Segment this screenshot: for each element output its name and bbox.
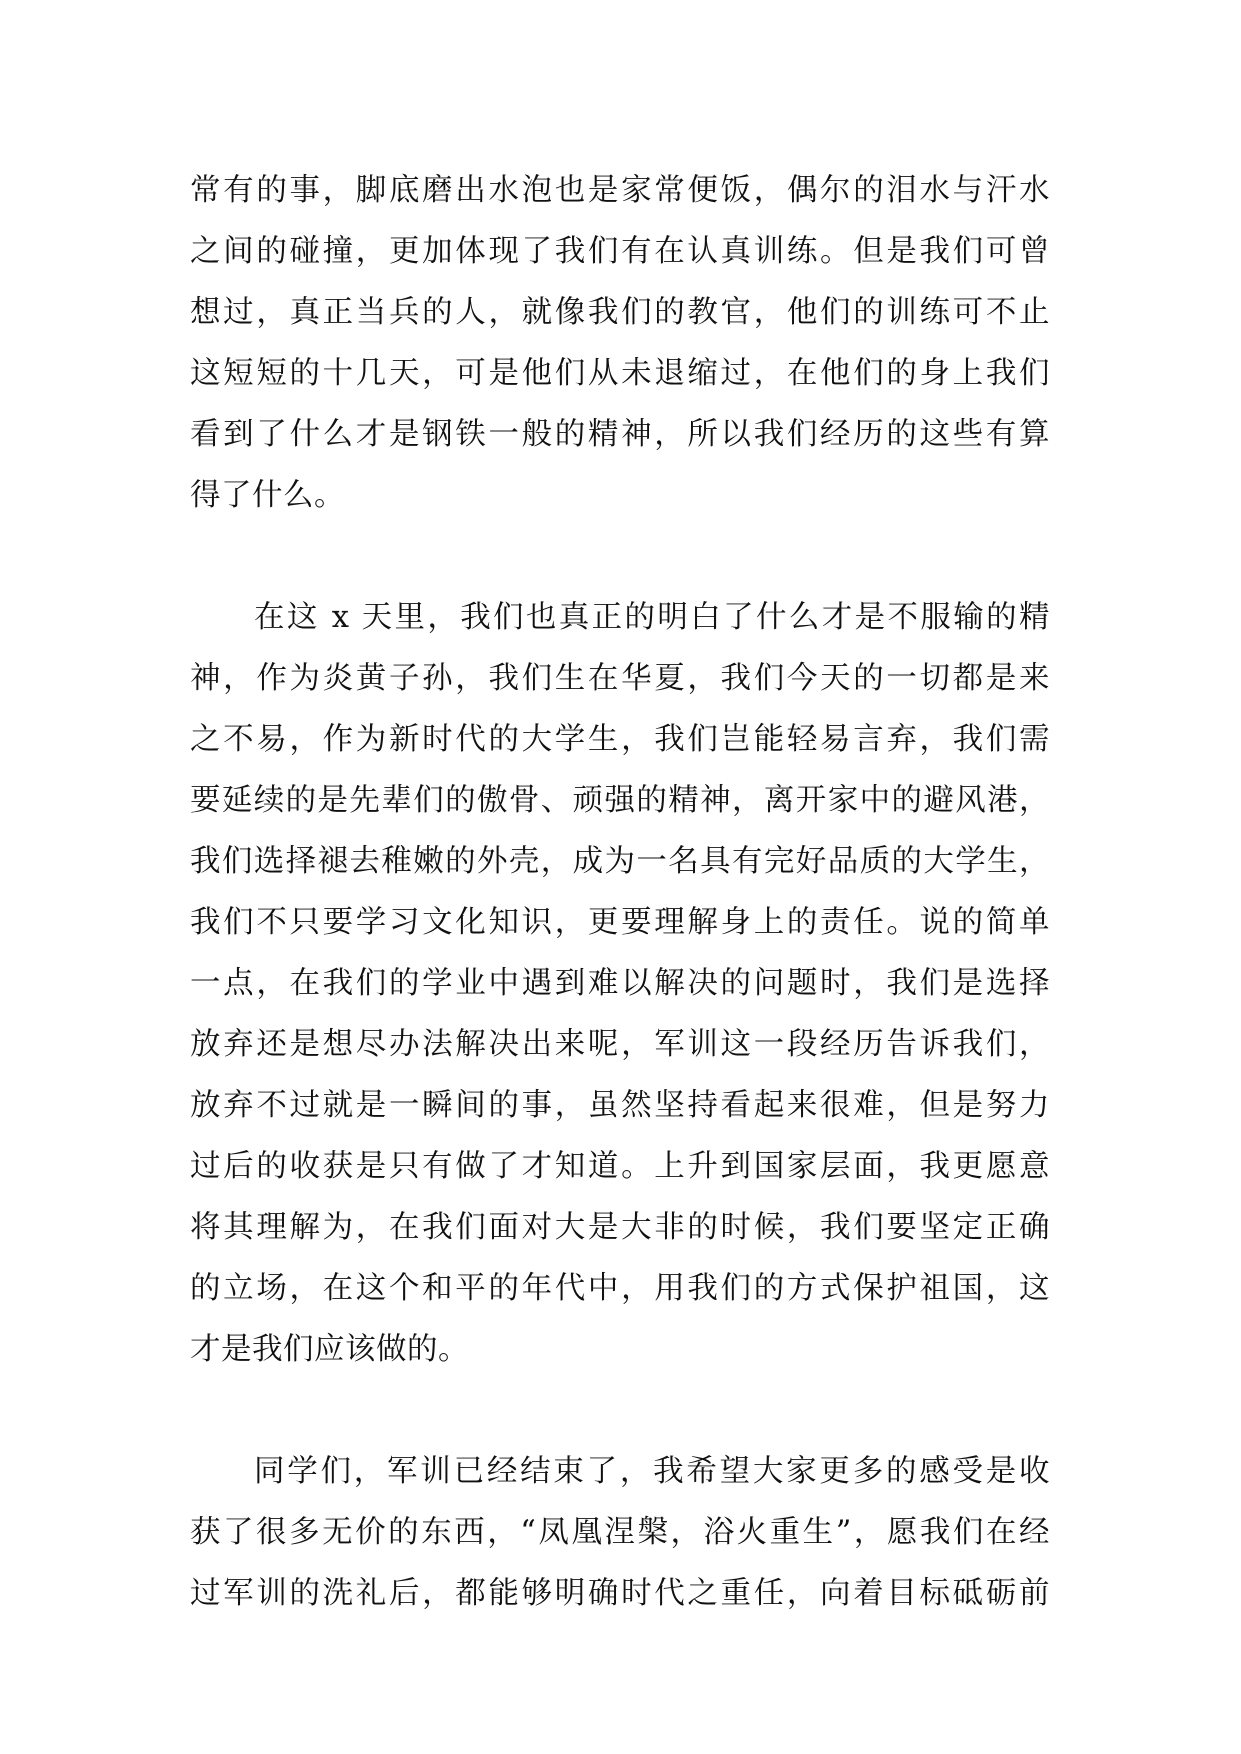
paragraph-line: 放弃还是想尽办法解决出来呢，军训这一段经历告诉我们，	[190, 1027, 1050, 1062]
paragraph-line: 过军训的洗礼后，都能够明确时代之重任，向着目标砥砺前	[190, 1576, 1050, 1611]
paragraph-line: 同学们，军训已经结束了，我希望大家更多的感受是收	[254, 1454, 1050, 1489]
paragraph-line: 将其理解为，在我们面对大是大非的时候，我们要坚定正确	[190, 1210, 1050, 1245]
paragraph-line: 之不易，作为新时代的大学生，我们岂能轻易言弃，我们需	[190, 722, 1050, 757]
paragraph-line: 想过，真正当兵的人，就像我们的教官，他们的训练可不止	[190, 295, 1050, 330]
paragraph-line: 在这 x 天里，我们也真正的明白了什么才是不服输的精	[254, 600, 1050, 635]
paragraph-1	[190, 160, 1050, 526]
paragraph-line: 之间的碰撞，更加体现了我们有在认真训练。但是我们可曾	[190, 234, 1050, 269]
paragraph-line: 常有的事，脚底磨出水泡也是家常便饭，偶尔的泪水与汗水	[190, 173, 1050, 208]
document-body	[190, 160, 1050, 1685]
paragraph-line: 我们选择褪去稚嫩的外壳，成为一名具有完好品质的大学生，	[190, 844, 1050, 879]
paragraph-line: 才是我们应该做的。	[190, 1332, 469, 1367]
paragraph-line: 神，作为炎黄子孙，我们生在华夏，我们今天的一切都是来	[190, 661, 1050, 696]
paragraph-2	[190, 587, 1050, 1380]
paragraph-line: 要延续的是先辈们的傲骨、顽强的精神，离开家中的避风港，	[190, 783, 1050, 818]
paragraph-3	[190, 1441, 1050, 1624]
paragraph-line: 看到了什么才是钢铁一般的精神，所以我们经历的这些有算	[190, 417, 1050, 452]
paragraph-line: 过后的收获是只有做了才知道。上升到国家层面，我更愿意	[190, 1149, 1050, 1184]
paragraph-line: 获了很多无价的东西，“凤凰涅槃，浴火重生”，愿我们在经	[190, 1515, 1050, 1550]
paragraph-line: 一点，在我们的学业中遇到难以解决的问题时，我们是选择	[190, 966, 1050, 1001]
paragraph-line: 得了什么。	[190, 478, 345, 513]
paragraph-line: 我们不只要学习文化知识，更要理解身上的责任。说的简单	[190, 905, 1050, 940]
paragraph-line: 的立场，在这个和平的年代中，用我们的方式保护祖国，这	[190, 1271, 1050, 1306]
paragraph-line: 这短短的十几天，可是他们从未退缩过，在他们的身上我们	[190, 356, 1050, 391]
paragraph-line: 放弃不过就是一瞬间的事，虽然坚持看起来很难，但是努力	[190, 1088, 1050, 1123]
